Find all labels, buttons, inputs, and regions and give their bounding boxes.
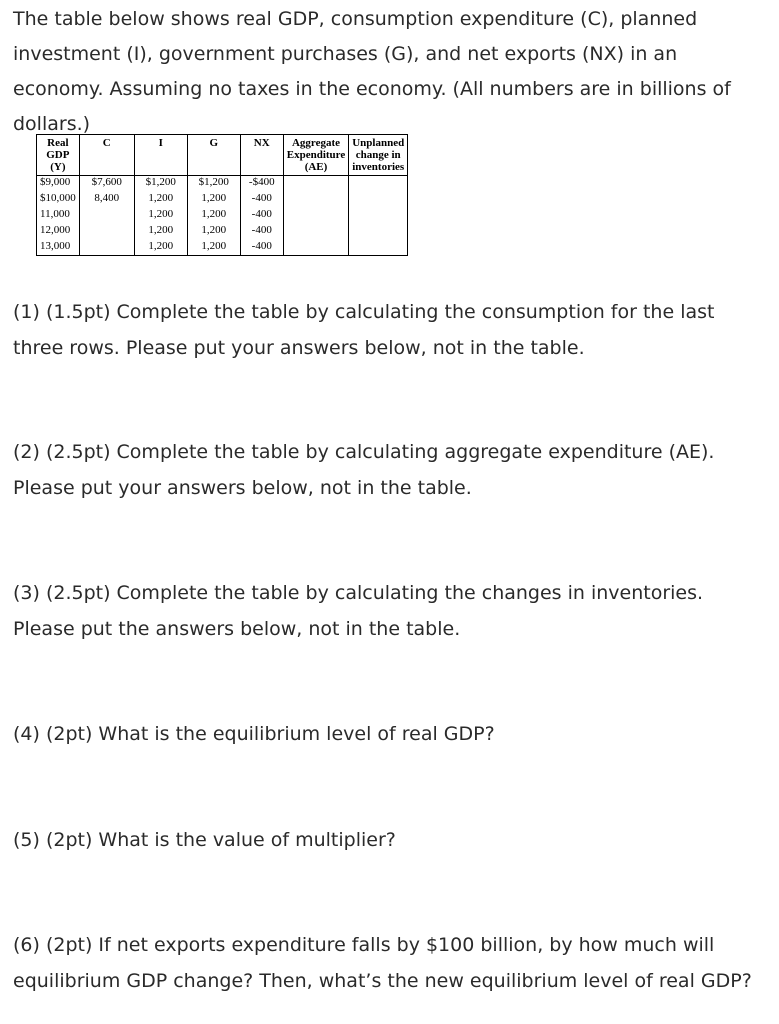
header-aggregate-expenditure [283,135,348,176]
header-consumption: C [79,135,134,176]
cell-real-gdp: 13,000 [37,240,80,256]
intro-paragraph: The table below shows real GDP, consumption expenditure (C), planned investment (I), government purchases (G), and net exports (NX) in an economy. Assuming no taxes in the economy. (All numbers are in billions of dollars.) [13,8,731,135]
table-body [37,176,408,256]
header-line: Real [47,137,69,149]
cell-government: 1,200 [187,192,240,208]
table-row [37,208,408,224]
table-row [37,224,408,240]
cell-consumption [79,208,134,224]
cell-government: 1,200 [187,240,240,256]
cell-real-gdp: 11,000 [37,208,80,224]
cell-unplanned-inventories [349,176,408,192]
header-line: (AE) [304,161,328,173]
header-government: G [187,135,240,176]
table-row [37,192,408,208]
header-line: GDP [46,149,70,161]
header-line: change in [355,149,401,161]
cell-net-exports: -400 [240,240,283,256]
gdp-table-wrapper [36,134,408,256]
cell-aggregate-expenditure [283,224,348,240]
cell-net-exports: -$400 [240,176,283,192]
cell-investment: 1,200 [134,224,187,240]
header-line: (Y) [50,161,66,173]
cell-real-gdp: $10,000 [37,192,80,208]
header-investment: I [134,135,187,176]
cell-unplanned-inventories [349,240,408,256]
cell-investment: 1,200 [134,240,187,256]
cell-government: 1,200 [187,208,240,224]
header-net-exports: NX [240,135,283,176]
cell-unplanned-inventories [349,208,408,224]
table-header-row [37,135,408,176]
question-4: (4) (2pt) What is the equilibrium level of real GDP? [13,723,495,745]
table-row [37,240,408,256]
question-5: (5) (2pt) What is the value of multiplier? [13,829,396,851]
header-line: inventories [352,161,405,173]
cell-government: 1,200 [187,224,240,240]
header-line: Aggregate [291,137,341,149]
cell-aggregate-expenditure [283,240,348,256]
cell-consumption [79,240,134,256]
header-line: Unplanned [352,137,405,149]
question-6: (6) (2pt) If net exports expenditure falls by $100 billion, by how much will equilibrium GDP change? Then, what’s the new equilibrium level of real GDP? [13,934,752,992]
question-3: (3) (2.5pt) Complete the table by calculating the changes in inventories. Please put the answers below, not in the table. [13,582,704,640]
question-2: (2) (2.5pt) Complete the table by calculating aggregate expenditure (AE). Please put your answers below, not in the table. [13,441,715,499]
gdp-table [36,134,408,256]
question-1: (1) (1.5pt) Complete the table by calculating the consumption for the last three rows. Please put your answers below, not in the table. [13,301,715,359]
cell-net-exports: -400 [240,208,283,224]
cell-aggregate-expenditure [283,208,348,224]
cell-consumption [79,224,134,240]
cell-aggregate-expenditure [283,176,348,192]
cell-investment: 1,200 [134,208,187,224]
cell-investment: $1,200 [134,176,187,192]
cell-investment: 1,200 [134,192,187,208]
header-real-gdp [37,135,80,176]
cell-consumption: 8,400 [79,192,134,208]
cell-real-gdp: 12,000 [37,224,80,240]
cell-net-exports: -400 [240,192,283,208]
cell-net-exports: -400 [240,224,283,240]
cell-real-gdp: $9,000 [37,176,80,192]
table-row [37,176,408,192]
cell-unplanned-inventories [349,224,408,240]
cell-aggregate-expenditure [283,192,348,208]
cell-unplanned-inventories [349,192,408,208]
header-unplanned-inventories [349,135,408,176]
cell-government: $1,200 [187,176,240,192]
header-line: Expenditure [286,149,346,161]
cell-consumption: $7,600 [79,176,134,192]
